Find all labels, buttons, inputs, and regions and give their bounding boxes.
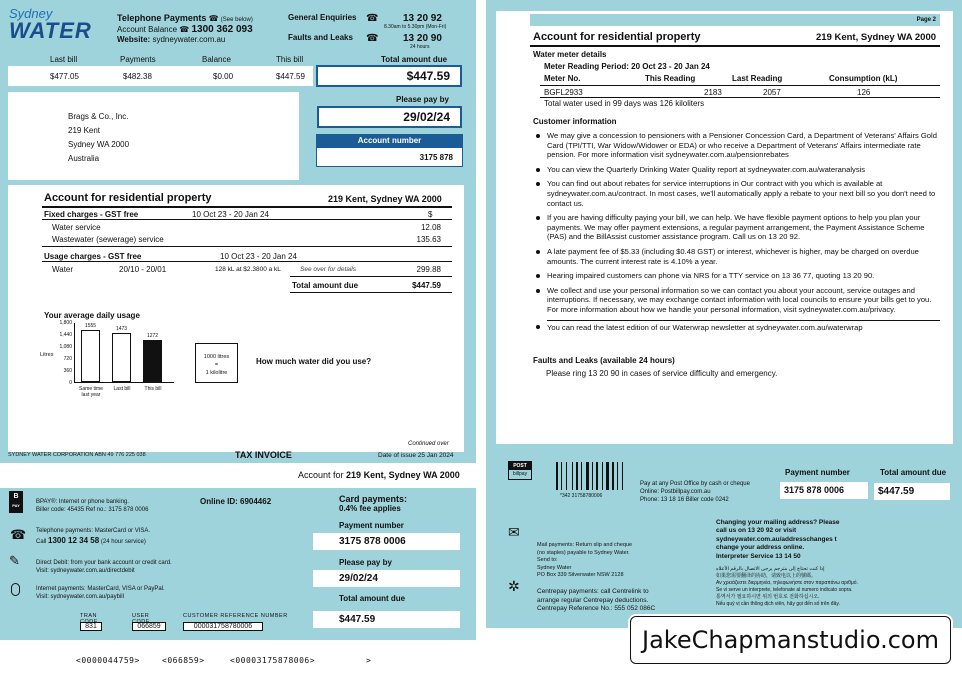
languages <box>716 566 858 608</box>
bar-value-label: 1555 <box>84 323 97 330</box>
legend-line: 1 kilolitre <box>205 370 228 376</box>
direct-debit-icon: ✎ <box>9 553 20 568</box>
code-header: USER <box>132 613 150 619</box>
barcode-bar <box>606 462 609 490</box>
tel-hours: (24 hour service) <box>100 539 146 545</box>
card-line: Card payments: <box>339 494 408 504</box>
post-logo-text: billpay <box>512 471 528 477</box>
pay-by-date: 29/02/24 <box>403 110 450 124</box>
barcode-bar <box>581 462 582 490</box>
barcode-bar <box>556 462 558 490</box>
payment-contacts <box>117 13 277 44</box>
summary-header: Payments <box>120 55 156 64</box>
meter-value: 2183 <box>704 88 722 97</box>
bullet <box>536 134 540 138</box>
stub-total: $447.59 <box>313 611 460 628</box>
legend-line: = <box>214 362 219 368</box>
stub-payment-number: 3175 878 0006 <box>313 533 460 550</box>
tel-number: 1300 12 34 58 <box>48 536 100 545</box>
info-item: You can view the Quarterly Drinking Water Quality report at sydneywater.com.au/wateranalysis <box>547 164 866 174</box>
barcode-bar <box>572 462 573 490</box>
divider <box>540 85 940 86</box>
code-header: CUSTOMER REFERENCE NUMBER <box>183 613 288 619</box>
stub-account <box>298 470 460 480</box>
faults-text: Please ring 13 20 90 in cases of service difficulty and emergency. <box>546 369 778 378</box>
bpay-info <box>36 498 148 514</box>
bullet <box>536 325 540 329</box>
centre-line: arrange regular Centrepay deductions. <box>537 596 649 604</box>
micr-part: <066859> <box>162 656 205 665</box>
phone-icon: ☎ <box>208 14 219 23</box>
change-line: call us on 13 20 92 or visit <box>716 527 797 535</box>
total-amount-due: $447.59 <box>412 281 441 290</box>
bullet <box>536 250 540 254</box>
stub-account-label: Account for <box>298 470 344 480</box>
barcode-bar <box>612 462 614 490</box>
info-item: We collect and use your personal information so we can contact you about your account, service outages and interruptions. If necessary, we may exchange contact information with local councils to ensure your bills get to you. For more information about how we handle your personal information, visit sydneywater.com.au/privacy. <box>547 285 932 314</box>
change-address <box>716 519 840 561</box>
post-logo-text: POST <box>509 462 531 470</box>
tel-call: Call <box>36 539 47 545</box>
p2-total-label: Total amount due <box>880 468 947 477</box>
mail-line: (no staples) payable to Sydney Water. <box>537 549 630 556</box>
summary-headers <box>8 55 468 65</box>
address-line: 219 Kent <box>68 126 101 135</box>
account-number: 3175 878 <box>419 153 453 162</box>
divider <box>42 246 452 247</box>
barcode-bar <box>561 462 562 490</box>
total-amount-due-label: Total amount due <box>292 281 359 290</box>
centre-line: Centrepay payments: call Centrelink to <box>537 588 649 595</box>
customer-info-list <box>547 131 940 337</box>
barcode-bar <box>617 462 618 490</box>
meter-value: 126 <box>857 88 871 97</box>
post-ref: *342 31758780006 <box>560 493 603 499</box>
summary-value: $447.59 <box>276 72 305 81</box>
summary-header: Total amount due <box>381 55 448 64</box>
change-line: sydneywater.com.au/addresschanges t <box>716 535 837 543</box>
bullet <box>536 289 540 293</box>
watermark-text: JakeChapmanstudio.com <box>642 626 939 654</box>
divider <box>42 219 452 220</box>
meter-header: This Reading <box>645 74 696 83</box>
total-water-used: Total water used in 99 days was 126 kiloliters <box>544 99 705 108</box>
centrepay <box>537 588 655 614</box>
barcode-bar <box>622 462 623 490</box>
page2-title: Account for residential property <box>533 31 701 43</box>
logo-bottom: WATER <box>9 18 92 43</box>
y-tick-label: 1,080 <box>59 344 72 350</box>
acct-balance-label: Account Balance <box>117 25 178 34</box>
summary-header: Balance <box>202 55 231 64</box>
average-usage-label: Your average daily usage <box>44 311 140 320</box>
bar-category-label: This bill <box>144 386 162 392</box>
direct-debit <box>36 559 172 575</box>
page2-address: 219 Kent, Sydney WA 2000 <box>816 32 937 43</box>
barcode-bar <box>586 462 589 490</box>
meter-header: Last Reading <box>732 74 783 83</box>
customer-info-title: Customer information <box>533 117 617 126</box>
card-line: 0.4% fee applies <box>339 504 401 513</box>
lang-line: Nếu quý vị cần thông dịch viên, hãy gọi đến số trên đây. <box>716 601 840 607</box>
read-period: Meter Reading Period: 20 Oct 23 - 20 Jan 24 <box>544 62 710 71</box>
bar-value-label: 1272 <box>146 332 159 339</box>
phone-icon: ☎ <box>366 33 379 44</box>
info-item: If you are having difficulty paying your bill, we can help. We have flexible payment options to help you plan your payments. We may offer payment extensions, a regular payment arrangement, the Payment Assistance Scheme (PAS) and the BillAssist customer assistance program. Call us on 13 20 92. <box>547 213 925 242</box>
kilolitre-legend <box>195 343 238 383</box>
info-item: You can find out about rebates for service interruptions in Our contract with you which is available at sydneywater.com.au/contract. In most cases, we'll automatically apply a rebate to your next bill so you don't need to contact us. <box>547 179 936 208</box>
info-item: We may give a concession to pensioners with a Pensioner Concession Card, a Department of Veterans' Affairs Gold Card (TPI/TTI, War Widow/Widower or EDA) or who receive a Department of Veterans' Affairs intermediate rate pension. For more information visit sydneywater.com.au/pensionrebates <box>547 131 937 160</box>
page-number: Page 2 <box>530 14 940 26</box>
account-address: 219 Kent, Sydney WA 2000 <box>328 194 442 204</box>
post-line: Phone: 13 18 16 Biller code 0242 <box>640 497 729 503</box>
bpay-line: BPAY®: Internet or phone banking. <box>36 499 129 505</box>
meter-header: Consumption (kL) <box>829 74 898 83</box>
info-item: A late payment fee of $5.33 (including $0.48 GST) or interest, whichever is higher, may be charged on overdue amounts. The current interest rate is 4.10% a year. <box>547 246 919 266</box>
post-line: Pay at any Post Office by cash or cheque <box>640 481 750 487</box>
account-number-header: Account number <box>316 134 463 147</box>
y-tick-label: 720 <box>63 356 72 362</box>
see-below: (See below) <box>220 17 253 23</box>
micr-part: > <box>366 656 372 665</box>
post-line: Online: Postbillpay.com.au <box>640 489 711 495</box>
stub-pay-by: 29/02/24 <box>313 570 460 587</box>
water-see-over: See over for details <box>300 266 357 273</box>
card-payments <box>339 494 407 514</box>
p2-payment-number: 3175 878 0006 <box>780 482 868 499</box>
p2-payment-number-label: Payment number <box>785 468 850 477</box>
barcode-bar <box>602 462 603 490</box>
barcode-bar <box>592 462 593 490</box>
litres-label: Litres <box>40 352 54 358</box>
faults-label: Faults and Leaks <box>288 33 353 42</box>
change-line: change your address online. <box>716 544 805 552</box>
stub-payment-number-label: Payment number <box>339 521 404 530</box>
mouse-icon <box>11 583 20 596</box>
meter-value: 2057 <box>763 88 781 97</box>
bpay-line: Biller code: 45435 Ref no.: 3175 878 0006 <box>36 507 149 513</box>
faults-title: Faults and Leaks (available 24 hours) <box>533 356 675 365</box>
customer-reference: 000031758780006 <box>183 622 263 631</box>
lang-line: إذا كنت تحتاج إلى مترجم يرجى الاتصال بالرقم الأعلاه <box>716 566 825 572</box>
online-id: Online ID: 6904462 <box>200 497 272 506</box>
meter-header: Meter No. <box>544 74 581 83</box>
bullet <box>536 168 540 172</box>
website-label: Website: <box>117 35 151 44</box>
post-billpay-logo <box>508 461 532 480</box>
usage-bar <box>143 340 162 382</box>
address-line: Sydney WA 2000 <box>68 140 130 149</box>
address-box <box>8 92 299 180</box>
divider <box>290 292 452 293</box>
address-line: Brags & Co., Inc. <box>68 112 129 121</box>
lang-line: Αν χρειάζεστε διερμηνέα, τηλεφωνήστε στον παραπάνω αριθμό. <box>716 580 858 586</box>
usage-charges-label: Usage charges - GST free <box>44 252 142 261</box>
sydney-water-logo <box>9 6 92 43</box>
mail-payments <box>537 542 632 580</box>
stub-pay-by-label: Please pay by <box>339 558 392 567</box>
post-payment-text <box>640 480 750 504</box>
phone-icon: ☎ <box>179 25 190 34</box>
water-calc: 128 kL at $2.3800 a kL <box>215 266 281 273</box>
dd-line: Direct Debit: from your bank account or credit card. <box>36 560 172 566</box>
barcode <box>556 462 618 490</box>
y-tick-label: 1,440 <box>59 332 72 338</box>
y-tick-label: 360 <box>63 368 72 374</box>
water-label: Water <box>52 265 74 274</box>
stub-total-label: Total amount due <box>339 594 406 603</box>
net-line: Internet payments: MasterCard, VISA or PayPal. <box>36 586 165 592</box>
total-due-value: $447.59 <box>406 69 450 83</box>
mail-line: Sydney Water <box>537 564 572 571</box>
divider <box>290 276 452 277</box>
change-line: Interpreter Service 13 14 50 <box>716 552 801 560</box>
summary-value: $0.00 <box>213 72 234 81</box>
usage-bar <box>112 333 131 382</box>
barcode-bar <box>576 462 578 490</box>
barcode-bar <box>596 462 598 490</box>
issue-date: Date of issue 25 Jan 2024 <box>378 452 454 459</box>
mailing-address <box>68 110 129 166</box>
summary-header: Last bill <box>50 55 78 64</box>
summary-value: $477.05 <box>50 72 79 81</box>
mail-icon: ✉ <box>508 524 520 540</box>
general-enquiries-number: 13 20 92 <box>403 13 442 24</box>
internet-payments <box>36 585 165 601</box>
fixed-charges-label: Fixed charges - GST free <box>44 210 139 219</box>
water-amount: 299.88 <box>416 265 441 274</box>
abn: SYDNEY WATER CORPORATION ABN 49 776 225 038 <box>8 452 146 458</box>
meter-value: BGFL2933 <box>544 88 583 97</box>
y-tick-label: 1,800 <box>59 320 72 326</box>
account-title: Account for residential property <box>44 192 212 204</box>
y-tick-label: 0 <box>69 380 72 386</box>
tax-invoice: TAX INVOICE <box>235 450 292 460</box>
y-axis <box>52 320 74 386</box>
usage-bar <box>81 330 100 382</box>
wastewater-amount: 135.63 <box>416 235 441 244</box>
lang-line: Se vi serve un interprete, telefonate al numero indicato sopra. <box>716 587 853 593</box>
wastewater-label: Wastewater (sewerage) service <box>52 235 164 244</box>
bar-category-label: Same time last year <box>79 386 103 398</box>
phone-icon: ☎ <box>366 13 379 24</box>
currency: $ <box>428 210 433 219</box>
info-item: Hearing impaired customers can phone via NRS for a TTY service on 13 36 77, quoting 13 20 90. <box>547 271 875 281</box>
enquiries <box>288 13 468 53</box>
divider <box>540 97 940 98</box>
centrepay-icon: ✲ <box>508 578 520 594</box>
code-header: TRAN <box>80 613 97 619</box>
bpay-icon: B PAY <box>9 491 23 513</box>
water-service-label: Water service <box>52 223 101 232</box>
bar-value-label: 1473 <box>115 325 128 332</box>
change-line: Changing your mailing address? Please <box>716 519 840 526</box>
divider <box>42 261 452 262</box>
general-enquiries-label: General Enquiries <box>288 13 357 22</box>
stub-account-address: 219 Kent, Sydney WA 2000 <box>346 470 460 480</box>
water-dates: 20/10 - 20/01 <box>119 265 167 274</box>
phone-payment-icon: ☎ <box>10 527 27 542</box>
mail-line: PO Box 339 Silverwater NSW 2128 <box>537 572 624 579</box>
how-much-water: How much water did you use? <box>256 357 372 366</box>
address-line: Australia <box>68 154 100 163</box>
usage-bar-chart <box>74 323 174 398</box>
continued-over: Continued over <box>408 441 449 447</box>
usage-period: 10 Oct 23 - 20 Jan 24 <box>220 252 297 261</box>
bar-category-label: Last bill <box>113 386 131 392</box>
centre-line: Centrepay Reference No.: 555 052 086C <box>537 605 656 612</box>
net-line: Visit: sydneywater.com.au/paybill <box>36 594 124 600</box>
acct-balance-number: 1300 362 093 <box>191 24 253 35</box>
meter-title: Water meter details <box>533 50 607 59</box>
tel-line: Telephone payments: MasterCard or VISA. <box>36 528 151 534</box>
general-enquiries-hours: 8.30am to 5.30pm (Mon-Fri) <box>384 24 447 30</box>
micr-part: <00003175878006> <box>230 656 316 665</box>
barcode-bar <box>566 462 567 490</box>
mail-line: Mail payments: Return slip and cheque <box>537 542 633 548</box>
lang-line: 통역서가 필요하시면 위의 번호로 전화하십시오. <box>716 594 820 600</box>
faults-hours: 24 hours <box>410 44 430 50</box>
info-item: You can read the latest edition of our Waterwrap newsletter at sydneywater.com.au/waterwrap <box>547 320 940 333</box>
telephone-payments <box>36 527 150 547</box>
please-pay-label: Please pay by <box>396 95 449 104</box>
website: sydneywater.com.au <box>152 35 226 44</box>
summary-value: $482.38 <box>123 72 152 81</box>
tran-code: 831 <box>80 622 102 631</box>
water-service-amount: 12.08 <box>420 223 441 232</box>
logo-top: Sydney <box>9 6 53 21</box>
user-code: 066859 <box>132 622 166 631</box>
divider <box>42 206 452 208</box>
lang-line: 如果您需要翻译的协助，请致电以上的號碼。 <box>716 573 817 579</box>
legend-line: 1000 litres <box>203 354 230 360</box>
micr-part: <0000044759> <box>76 656 140 665</box>
telephone-label: Telephone Payments <box>117 13 207 23</box>
dd-line: Visit: sydneywater.com.au/directdebit <box>36 568 135 574</box>
faults-number: 13 20 90 <box>403 33 442 44</box>
divider <box>530 45 940 47</box>
p2-total: $447.59 <box>874 483 950 500</box>
summary-header: This bill <box>276 55 304 64</box>
mail-line: Send to: <box>537 557 558 564</box>
fixed-period: 10 Oct 23 - 20 Jan 24 <box>192 210 269 219</box>
